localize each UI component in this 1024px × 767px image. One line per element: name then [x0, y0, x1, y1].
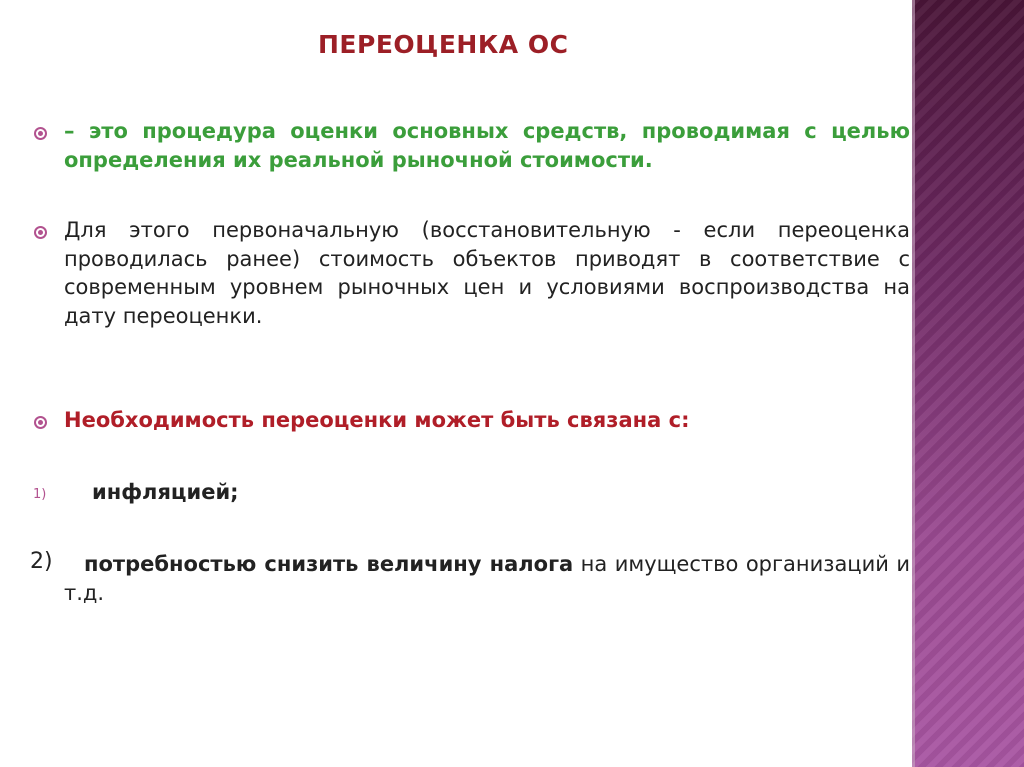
- decorative-sidebar: [912, 0, 1024, 767]
- bullet-icon: [34, 416, 47, 429]
- list-item-inflation: инфляцией;: [92, 480, 239, 504]
- sidebar-edge: [912, 0, 915, 767]
- list-item-tax-rest: на имущество организаций и т.д.: [64, 552, 911, 605]
- explanation-paragraph: Для этого первоначальную (восстановительную - если переоценка проводилась ранее) стоимость объектов приводят в соответствие с современным уровнем рыночных цен и условиями воспроизводства на дату переоценки.: [64, 218, 910, 328]
- slide-title: ПЕРЕОЦЕНКА ОС: [318, 30, 569, 59]
- list-number: 1): [33, 487, 47, 502]
- list-number: 2): [30, 549, 53, 574]
- list-item-tax-emphasis: потребностью снизить величину налога: [84, 552, 574, 576]
- definition-paragraph: – это процедура оценки основных средств, проводимая с целью определения их реальной рыночной стоимости.: [64, 119, 910, 172]
- necessity-paragraph: Необходимость переоценки может быть связана с:: [64, 408, 690, 432]
- bullet-icon: [34, 127, 47, 140]
- list-item-tax: [64, 550, 910, 607]
- bullet-icon: [34, 226, 47, 239]
